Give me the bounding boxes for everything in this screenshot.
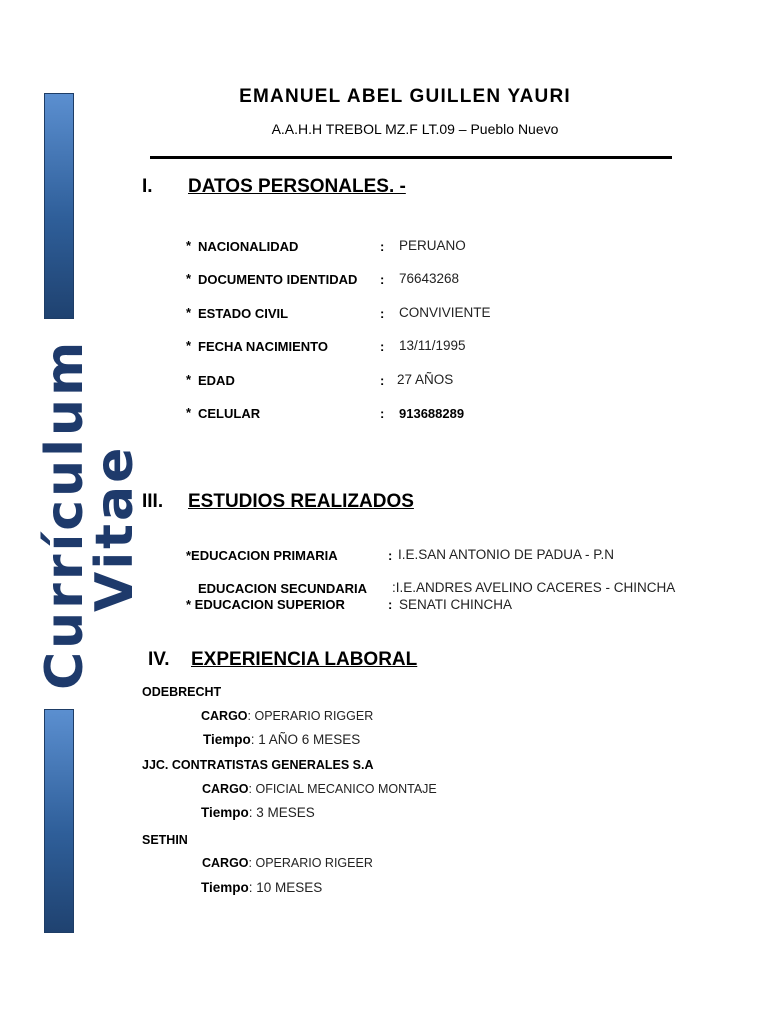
cargo-value: : OFICIAL MECANICO MONTAJE — [248, 782, 437, 796]
row-colon: : — [388, 548, 393, 563]
tiempo-label: Tiempo — [203, 732, 251, 747]
header-divider — [150, 156, 672, 159]
job-cargo — [201, 709, 373, 723]
section-studies-title: ESTUDIOS REALIZADOS — [188, 491, 414, 512]
candidate-name: EMANUEL ABEL GUILLEN YAURI — [239, 86, 571, 107]
row-colon: : — [380, 373, 385, 388]
job-cargo — [202, 782, 437, 796]
cargo-value: : OPERARIO RIGGER — [247, 709, 374, 723]
cargo-value: : OPERARIO RIGEER — [248, 856, 373, 870]
row-label: FECHA NACIMIENTO — [198, 339, 328, 354]
row-label: EDUCACION SECUNDARIA — [198, 581, 368, 596]
tiempo-label: Tiempo — [201, 880, 249, 895]
section-personal-title: DATOS PERSONALES. - — [188, 176, 406, 197]
row-label: * EDUCACION SUPERIOR — [186, 597, 345, 612]
curriculum-vitae-vertical-title — [35, 338, 145, 690]
candidate-address: A.A.H.H TREBOL MZ.F LT.09 – Pueblo Nuevo — [271, 121, 559, 137]
row-colon: : — [388, 597, 393, 612]
row-value: I.E.SAN ANTONIO DE PADUA - P.N — [398, 547, 615, 562]
tiempo-label: Tiempo — [201, 805, 249, 820]
row-colon: : — [380, 272, 385, 287]
row-colon: : — [380, 339, 385, 354]
section-experience-number: IV. — [148, 649, 170, 670]
job-company: JJC. CONTRATISTAS GENERALES S.A — [142, 758, 374, 772]
row-value: 13/11/1995 — [399, 338, 466, 353]
row-bullet: * — [186, 305, 192, 320]
tiempo-value: : 1 AÑO 6 MESES — [250, 732, 361, 747]
row-value: :I.E.ANDRES AVELINO CACERES - CHINCHA — [392, 580, 676, 595]
job-tiempo — [203, 732, 360, 747]
row-value: 76643268 — [399, 271, 460, 286]
row-value: 913688289 — [399, 406, 465, 421]
job-company: SETHIN — [142, 833, 188, 847]
job-tiempo — [201, 880, 322, 895]
cargo-label: CARGO — [202, 856, 249, 870]
row-value: SENATI CHINCHA — [399, 597, 513, 612]
row-label: DOCUMENTO IDENTIDAD — [198, 272, 358, 287]
job-cargo — [202, 856, 373, 870]
row-label: CELULAR — [198, 406, 261, 421]
row-value: PERUANO — [399, 238, 466, 253]
section-experience-title: EXPERIENCIA LABORAL — [191, 649, 418, 670]
row-value: 27 AÑOS — [397, 372, 454, 387]
tiempo-value: : 3 MESES — [248, 805, 315, 820]
section-personal-number: I. — [142, 176, 153, 197]
row-bullet: * — [186, 271, 192, 286]
row-label: *EDUCACION PRIMARIA — [186, 548, 338, 563]
row-value: CONVIVIENTE — [399, 305, 491, 320]
row-colon: : — [380, 406, 385, 421]
row-bullet: * — [186, 338, 192, 353]
section-studies-number: III. — [142, 491, 164, 512]
row-bullet: * — [186, 372, 192, 387]
row-label: NACIONALIDAD — [198, 239, 299, 254]
job-tiempo — [201, 805, 315, 820]
row-label: ESTADO CIVIL — [198, 306, 289, 321]
cargo-label: CARGO — [201, 709, 248, 723]
row-colon: : — [380, 239, 385, 254]
cargo-label: CARGO — [202, 782, 249, 796]
row-label: EDAD — [198, 373, 235, 388]
job-company: ODEBRECHT — [142, 685, 222, 699]
row-bullet: * — [186, 238, 192, 253]
sidebar-bar-bottom — [44, 709, 74, 933]
row-colon: : — [380, 306, 385, 321]
vertical-title-line1: Currículum — [35, 338, 95, 690]
row-bullet: * — [186, 405, 192, 420]
vertical-title-line2: Vitae — [85, 444, 145, 612]
tiempo-value: : 10 MESES — [248, 880, 323, 895]
